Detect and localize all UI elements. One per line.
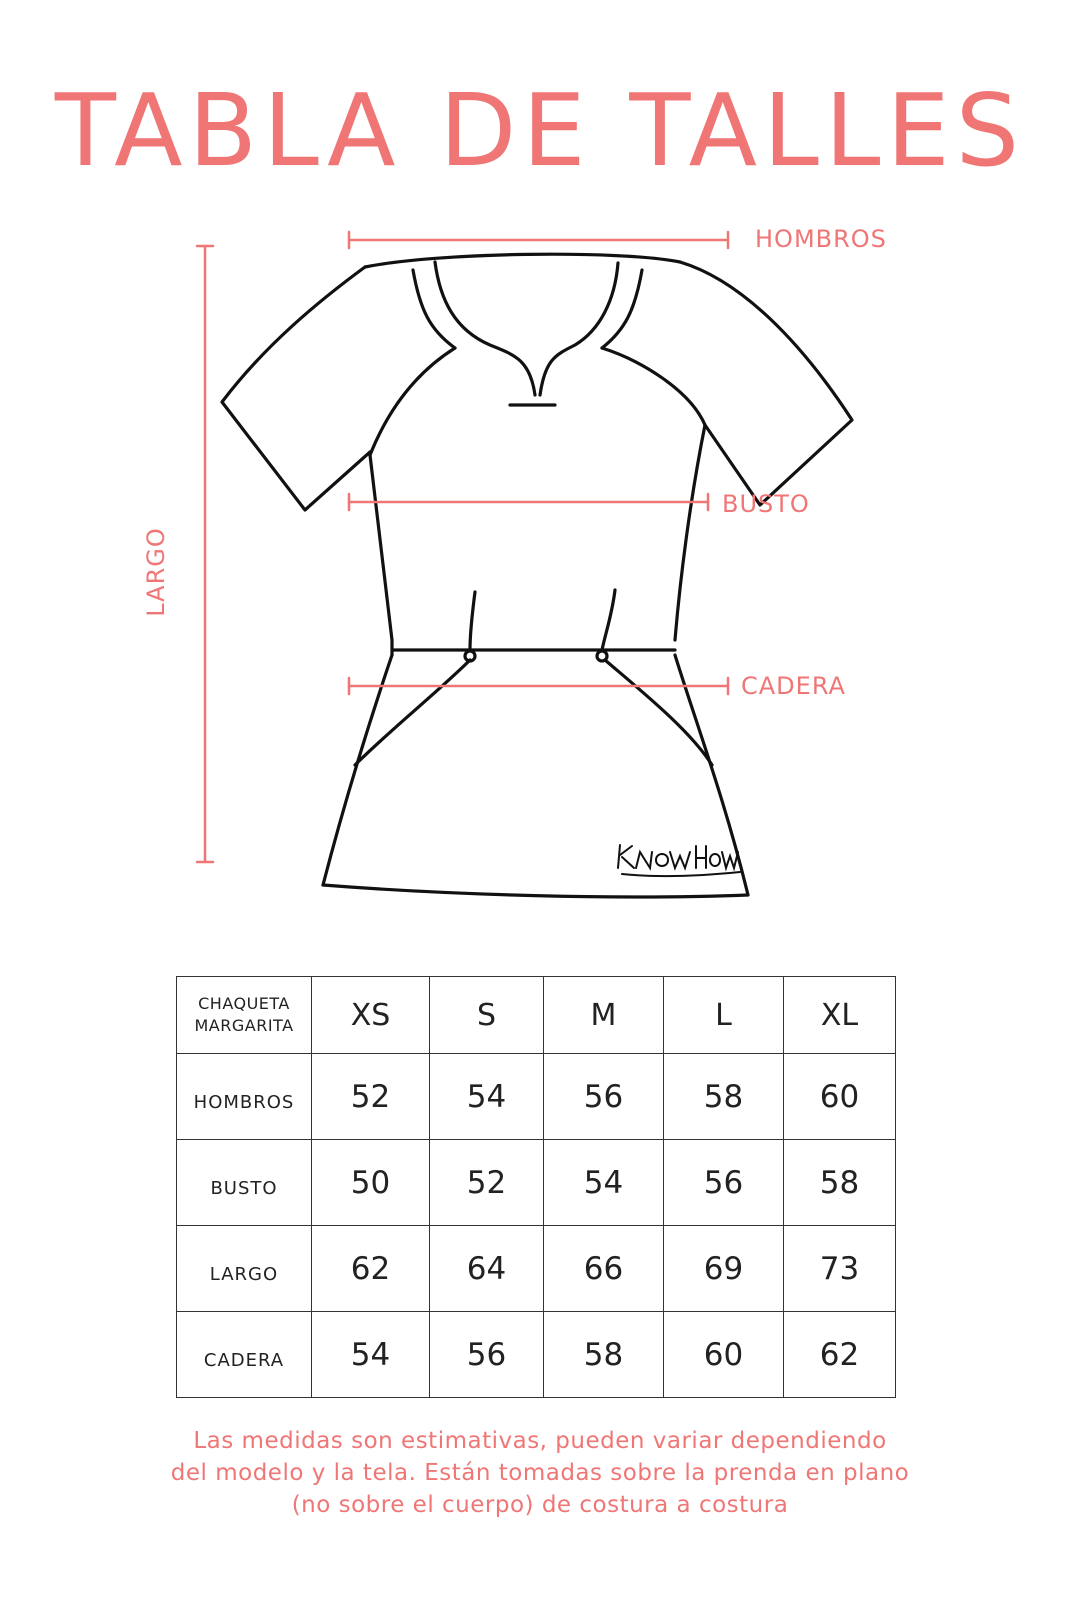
table-row xyxy=(177,1312,896,1398)
cell-value: 58 xyxy=(664,1054,784,1140)
size-table xyxy=(176,976,896,1398)
cell-value: 73 xyxy=(784,1226,896,1312)
garment-outline xyxy=(222,254,852,897)
size-xs: XS xyxy=(312,977,430,1054)
cell-value: 52 xyxy=(430,1140,544,1226)
cell-value: 69 xyxy=(664,1226,784,1312)
cell-value: 58 xyxy=(544,1312,664,1398)
measurement-note xyxy=(0,1425,1080,1521)
cell-value: 66 xyxy=(544,1226,664,1312)
cell-value: 64 xyxy=(430,1226,544,1312)
label-cadera: CADERA xyxy=(741,672,846,700)
corner-line-1: CHAQUETA xyxy=(198,994,290,1013)
row-label-hombros: HOMBROS xyxy=(177,1054,312,1140)
cell-value: 50 xyxy=(312,1140,430,1226)
row-label-cadera: CADERA xyxy=(177,1312,312,1398)
label-largo: LARGO xyxy=(142,527,170,617)
cell-value: 56 xyxy=(430,1312,544,1398)
size-l: L xyxy=(664,977,784,1054)
size-m: M xyxy=(544,977,664,1054)
note-line-2: del modelo y la tela. Están tomadas sobre la prenda en plano xyxy=(170,1460,910,1486)
cell-value: 58 xyxy=(784,1140,896,1226)
size-header-row xyxy=(177,977,896,1054)
cell-value: 54 xyxy=(312,1312,430,1398)
cell-value: 54 xyxy=(430,1054,544,1140)
size-xl: XL xyxy=(784,977,896,1054)
size-s: S xyxy=(430,977,544,1054)
cell-value: 54 xyxy=(544,1140,664,1226)
cell-value: 60 xyxy=(784,1054,896,1140)
cell-value: 52 xyxy=(312,1054,430,1140)
page-title: TABLA DE TALLES xyxy=(54,72,1026,189)
note-line-1: Las medidas son estimativas, pueden variar dependiendo xyxy=(193,1428,887,1454)
cell-value: 60 xyxy=(664,1312,784,1398)
cell-value: 56 xyxy=(544,1054,664,1140)
row-label-busto: BUSTO xyxy=(177,1140,312,1226)
table-row xyxy=(177,1140,896,1226)
knowhow-signature xyxy=(618,845,740,876)
cell-value: 62 xyxy=(784,1312,896,1398)
table-row xyxy=(177,1054,896,1140)
cell-value: 56 xyxy=(664,1140,784,1226)
table-corner xyxy=(177,977,312,1054)
table-row xyxy=(177,1226,896,1312)
note-line-3: (no sobre el cuerpo) de costura a costura xyxy=(291,1492,789,1518)
cell-value: 62 xyxy=(312,1226,430,1312)
label-hombros: HOMBROS xyxy=(755,225,887,253)
row-label-largo: LARGO xyxy=(177,1226,312,1312)
label-busto: BUSTO xyxy=(722,490,810,518)
corner-line-2: MARGARITA xyxy=(194,1016,294,1035)
